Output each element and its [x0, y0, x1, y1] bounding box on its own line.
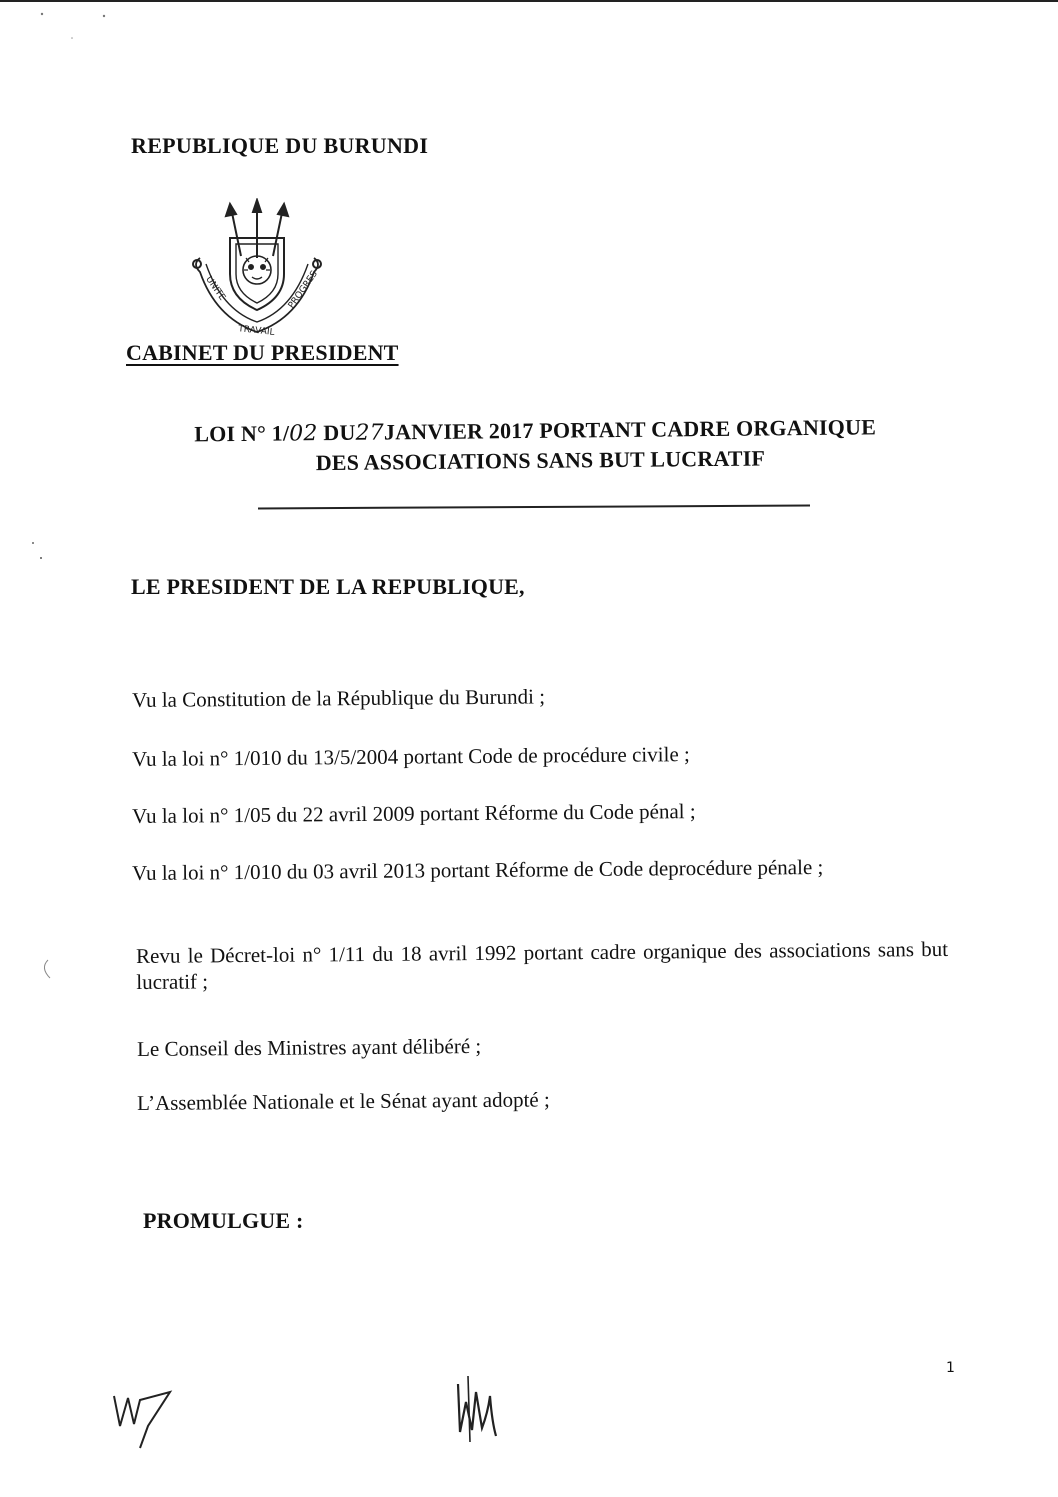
motto-unite: UNITE — [203, 274, 228, 303]
law-prefix: LOI N° 1/ — [194, 420, 290, 447]
title-divider — [258, 505, 810, 509]
scan-specks — [0, 0, 120, 1497]
visa-civil-procedure: Vu la loi n° 1/010 du 13/5/2004 portant Code de procédure civile ; — [132, 742, 690, 771]
visa-constitution: Vu la Constitution de la République du Burundi ; — [132, 684, 546, 712]
law-number-handwritten: 02 — [289, 421, 318, 447]
motto-progres: PROGRES — [286, 269, 320, 311]
visa-decree-law: Revu le Décret-loi n° 1/11 du 18 avril 1992 portant cadre organique des associations sans but lucratif ; — [136, 936, 949, 994]
burundi-coat-of-arms-icon — [186, 198, 328, 348]
law-title-rest: JANVIER 2017 PORTANT CADRE ORGANIQUE — [383, 414, 877, 445]
initials-signature-left — [110, 1386, 182, 1450]
visa-penal-procedure: Vu la loi n° 1/010 du 03 avril 2013 portant Réforme de Code deprocédure pénale ; — [132, 854, 824, 885]
law-title — [140, 412, 931, 479]
cabinet-heading: CABINET DU PRESIDENT — [126, 340, 399, 365]
initials-signature-center — [448, 1372, 506, 1446]
law-title-line-2: DES ASSOCIATIONS SANS BUT LUCRATIF — [315, 445, 766, 476]
top-border-line — [0, 0, 1058, 2]
motto-travail: TRAVAIL — [237, 324, 275, 338]
law-day-handwritten: 27 — [355, 420, 385, 446]
page-number: 1 — [946, 1360, 955, 1376]
visa-council-of-ministers: Le Conseil des Ministres ayant délibéré ; — [137, 1033, 482, 1061]
president-heading: LE PRESIDENT DE LA REPUBLIQUE, — [131, 574, 525, 599]
promulgation-heading: PROMULGUE : — [143, 1208, 304, 1233]
visa-penal-code: Vu la loi n° 1/05 du 22 avril 2009 portant Réforme du Code pénal ; — [132, 799, 696, 828]
law-du: DU — [317, 419, 356, 446]
country-heading: REPUBLIQUE DU BURUNDI — [131, 133, 429, 158]
visa-parliament: L’Assemblée Nationale et le Sénat ayant adopté ; — [137, 1087, 550, 1115]
